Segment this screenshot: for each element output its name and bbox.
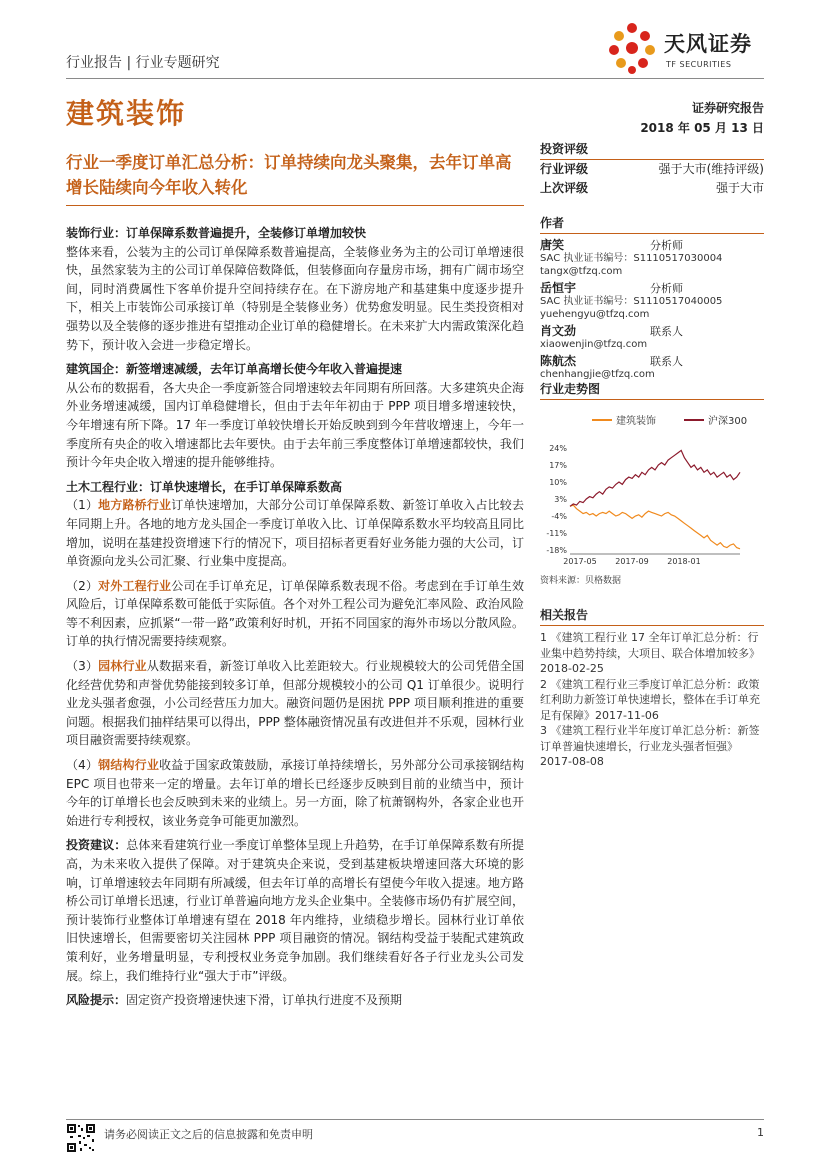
rating-panel <box>540 140 764 198</box>
paragraph: 从公布的数据看，各大央企一季度新签合同增速较去年同期有所回落。大多建筑央企海外业务增速减缓，国内订单稳健增长，但由于去年年初由于 PPP 项目增多增速较快，今年增速有所下降。17 年一季度订单较快增长开始反映到到今年营收增速上，今年一季度所有央企的收入增速都比去年要快。由于去年前三季度整体订单增速都较快，我们预计今年央企收入增速的提升能够维持。 <box>66 380 524 470</box>
header-divider <box>66 78 764 79</box>
rating-label: 行业评级 <box>540 162 589 176</box>
y-tick-label: -18% <box>546 546 567 555</box>
y-tick-label: 17% <box>549 461 567 470</box>
related-panel <box>540 606 764 770</box>
report-category: 行业报告 | 行业专题研究 <box>66 55 220 71</box>
author-email[interactable]: yuehengyu@tfzq.com <box>540 309 650 320</box>
legend-label: 沪深300 <box>708 416 748 427</box>
paragraph-text: 收益于国家政策鼓励，承接订单持续增长，另外部分公司承接钢结构 EPC 项目也带来一定的增量。去年订单的增长已经逐步反映到目前的业绩当中，预计今年的订单增长也会反映到未来的业绩上。另一方面，除了杭萧钢构外，各家企业也开始进行专利授权，该业务竞争可能更加激烈。 <box>66 758 524 828</box>
item-number: （4） <box>66 758 99 773</box>
report-date: 2018 年 05 月 13 日 <box>640 121 764 135</box>
paragraph-text: 固定资产投资增速快速下滑，订单执行进度不及预期 <box>126 993 403 1008</box>
author-entry <box>540 325 764 351</box>
author-email[interactable]: xiaowenjin@tfzq.com <box>540 339 648 350</box>
report-title: 行业一季度订单汇总分析：订单持续向龙头聚集，去年订单高增长陆续向今年收入转化 <box>66 153 512 197</box>
main-body <box>66 218 524 1016</box>
highlight-term: 地方路桥行业 <box>98 498 172 513</box>
series-line <box>570 505 740 549</box>
section-heading: 投资建议： <box>66 838 127 853</box>
highlight-term: 对外工程行业 <box>98 578 172 593</box>
author-entry <box>540 282 764 321</box>
author-entry <box>540 355 764 381</box>
paragraph <box>66 756 524 830</box>
series-line <box>570 450 740 506</box>
section-heading: 土木工程行业：订单快速增长，在手订单保障系数高 <box>66 479 343 494</box>
industry-name: 建筑装饰 <box>66 97 187 130</box>
y-tick-label: 10% <box>549 478 567 487</box>
related-item[interactable]: 3 《建筑工程行业半年度订单汇总分析：新签订单普遍快速增长，行业龙头强者恒强》 2017-08-08 <box>540 724 760 768</box>
authors-panel <box>540 214 764 381</box>
item-number: （1） <box>66 498 99 513</box>
footer-divider <box>66 1119 764 1120</box>
author-name: 肖文劲 <box>540 324 577 338</box>
related-item[interactable]: 2 《建筑工程行业三季度订单汇总分析：政策红利助力新签订单快速增长，整体在手订单充足有保障》2017-11-06 <box>540 677 760 722</box>
author-email[interactable]: tangx@tfzq.com <box>540 266 623 277</box>
author-sac: SAC 执业证书编号：S1110517030004 <box>540 253 723 264</box>
rating-value: 强于大市(维持评级) <box>658 162 764 176</box>
rating-current <box>540 160 764 179</box>
rating-previous <box>540 179 764 198</box>
paragraph <box>66 496 524 570</box>
logo-text-cn: 天风证券 <box>664 32 752 56</box>
paragraph <box>66 657 524 750</box>
qr-code-icon <box>66 1123 96 1153</box>
report-type: 证券研究报告 <box>691 101 764 115</box>
section-heading: 建筑国企：新签增速减缓，去年订单高增长使今年收入普遍提速 <box>66 362 403 377</box>
y-tick-label: 3% <box>554 495 567 504</box>
paragraph: 整体来看，公装为主的公司订单保障系数普遍提高，全装修业务为主的公司订单增速很快，虽然家装为主的公司订单保障倍数降低，但装修面向存量房市场，拥有广阔市场空间，同时消费属性下客单价提升空间持续存在。在下游房地产和基建集中度逐步提升下，相关上市装饰公司承接订单（特别是全装修业务）优势愈发明显。民生类投资相对强势以及全装修的逐步推进有望推动企业订单的稳健增长。在未来扩大内需政策深化趋势下，预计收入会进一步稳定增长。 <box>66 244 524 352</box>
page-number: 1 <box>757 1126 764 1139</box>
title-divider <box>66 205 524 206</box>
highlight-term: 园林行业 <box>98 659 147 674</box>
trend-chart <box>540 400 764 570</box>
rating-heading: 投资评级 <box>540 140 764 160</box>
author-sac: SAC 执业证书编号：S1110517040005 <box>540 296 723 307</box>
paragraph <box>66 577 524 651</box>
section-heading: 装饰行业：订单保障系数普遍提升，全装修订单增加较快 <box>66 226 367 240</box>
footer-disclaimer[interactable]: 请务必阅读正文之后的信息披露和免责申明 <box>104 1128 313 1141</box>
trend-heading: 行业走势图 <box>540 380 764 400</box>
author-role: 联系人 <box>650 325 683 338</box>
item-number: （2） <box>66 578 99 593</box>
highlight-term: 钢结构行业 <box>98 758 160 773</box>
paragraph-text: 订单快速增加，大部分公司订单保障系数、新签订单收入占比较去年同期上升。各地的地方龙头国企一季度订单收入比、订单保障系数水平均较高且同比增加，说明在基建投资增速下行的情况下，项目招标者更看好业务能力强的大公司，订单资源向龙头公司汇聚、行业集中度提高。 <box>66 498 524 569</box>
related-heading: 相关报告 <box>540 606 764 626</box>
author-role: 分析师 <box>650 282 683 295</box>
rating-value: 强于大市 <box>715 181 764 195</box>
paragraph-text: 从数据来看，新签订单收入比差距较大。行业规模较大的公司凭借全国化经营优势和声誉优势能接到较多订单，但部分规模较小的公司 Q1 订单很少。说明行业龙头强者愈强，小公司经营压力加大。融资问题仍是困扰 PPP 项目顺利推进的重要问题。根据我们抽样结果可以得出，PPP 整体融资情况虽有改进但并不乐观，园林行业项目融资需要持续观察。 <box>66 659 524 748</box>
x-tick-label: 2017-09 <box>615 557 649 566</box>
author-name: 陈航杰 <box>540 354 577 368</box>
author-name: 唐笑 <box>540 238 565 252</box>
y-tick-label: 24% <box>549 444 567 453</box>
y-tick-label: -11% <box>546 529 567 538</box>
author-role: 联系人 <box>650 355 683 368</box>
legend-label: 建筑装饰 <box>616 416 656 427</box>
y-tick-label: -4% <box>551 512 567 521</box>
x-tick-label: 2017-05 <box>563 557 597 566</box>
author-role: 分析师 <box>650 239 683 252</box>
paragraph-text: 总体来看建筑行业一季度订单整体呈现上升趋势，在手订单保障系数有所提高，为未来收入提供了保障。对于建筑央企来说，受到基建板块增速回落大环境的影响，订单增速较去年同期有所减缓，但去年订单的高增长有望使今年收入提速。地方路桥公司订单增长迅速，行业订单普遍向地方龙头企业集中。全装修市场仍有扩展空间，预计装饰行业整体订单增速有望在 2018 年内维持，业绩稳步增长。园林行业订单依旧快速增长，但需要密切关注园林 PPP 项目融资的情况。钢结构受益于装配式建筑政策利好，业务增量明显，专利授权业务竞争加剧。我们继续看好各子行业龙头公司发展。综上，我们维持行业“强大于市”评级。 <box>66 838 524 983</box>
section-heading: 风险提示： <box>66 993 127 1008</box>
logo-text-en: TF SECURITIES <box>666 60 732 69</box>
item-number: （3） <box>66 659 99 674</box>
author-entry <box>540 239 764 278</box>
paragraph <box>66 991 524 1010</box>
company-logo <box>604 20 764 78</box>
author-name: 岳恒宇 <box>540 281 577 295</box>
paragraph-text: 公司在手订单充足，订单保障系数表现不俗。考虑到在手订单生效风险后，订单保障系数可能低于实际值。各个对外工程公司为避免汇率风险、政治风险等不利因素，应抓紧“一带一路”政策利好时机，开拓不同国家的海外市场以分散风险。订单的执行情况需要持续观察。 <box>66 578 524 649</box>
authors-heading: 作者 <box>540 214 764 234</box>
trend-panel <box>540 380 764 586</box>
related-item[interactable]: 1 《建筑工程行业 17 全年订单汇总分析：行业集中趋势持续，大项目、联合体增加较多》 2018-02-25 <box>540 631 760 675</box>
rating-label: 上次评级 <box>540 181 589 195</box>
paragraph <box>66 836 524 985</box>
logo-mark-icon <box>604 20 660 76</box>
x-tick-label: 2018-01 <box>667 557 701 566</box>
author-email[interactable]: chenhangjie@tfzq.com <box>540 369 655 380</box>
chart-source: 资料来源：贝格数据 <box>540 576 622 586</box>
